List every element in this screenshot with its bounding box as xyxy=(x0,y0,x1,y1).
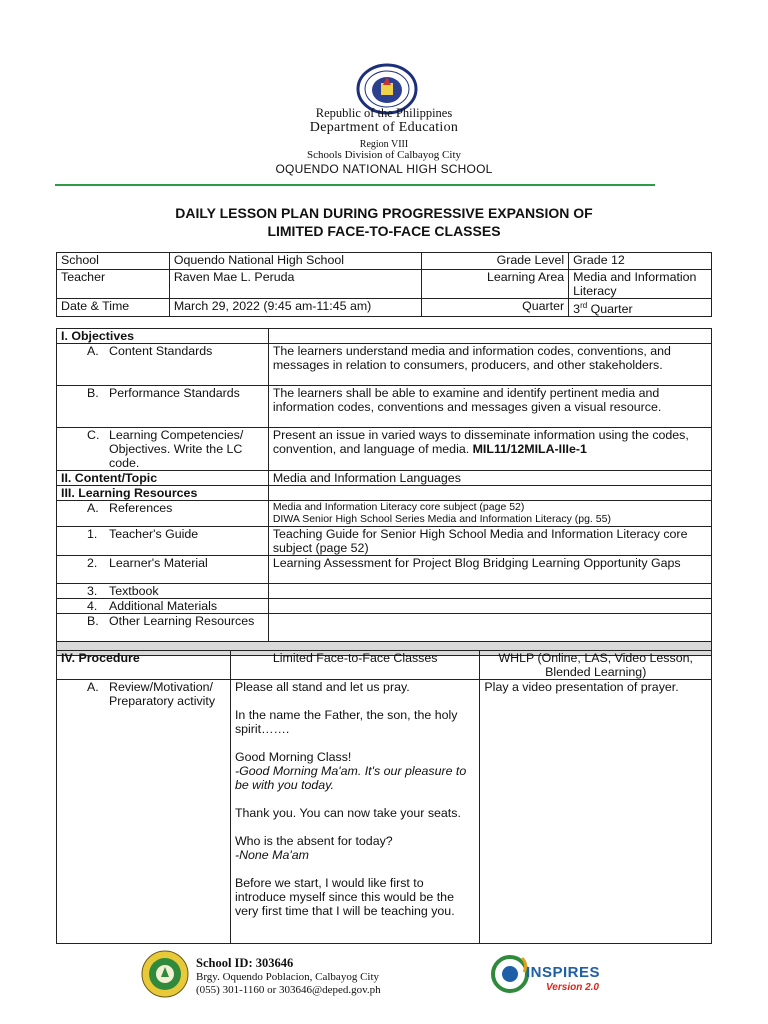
content-topic-heading: II. Content/Topic xyxy=(57,471,269,486)
textbook-label: 3. Textbook xyxy=(57,584,269,599)
school-seal-logo xyxy=(141,950,189,998)
learners-material-value: Learning Assessment for Project Blog Bridging Learning Opportunity Gaps xyxy=(268,556,711,584)
inspires-emblem-icon xyxy=(490,954,530,994)
school-value: Oquendo National High School xyxy=(169,253,422,270)
inspires-logo xyxy=(490,952,616,998)
teacher-label: Teacher xyxy=(57,270,170,299)
footer-address: Brgy. Oquendo Poblacion, Calbayog City xyxy=(196,971,380,983)
learning-area-label: Learning Area xyxy=(422,270,569,299)
republic-line: Republic of the Philippines xyxy=(315,106,453,120)
footer-contact: (055) 301-1160 or 303646@deped.gov.ph xyxy=(196,984,381,996)
whlp-activity: Play a video presentation of prayer. xyxy=(480,680,712,944)
additional-materials-label: 4. Additional Materials xyxy=(57,599,269,614)
grade-level-label: Grade Level xyxy=(422,253,569,270)
header-divider xyxy=(55,184,655,186)
learning-area-value: Media and Information Literacy xyxy=(569,270,712,299)
face-to-face-column-header: Limited Face-to-Face Classes xyxy=(230,651,479,680)
content-topic-value: Media and Information Languages xyxy=(268,471,711,486)
content-standards-value: The learners understand media and information codes, conventions, and messages in relation to consumers, producers, and other stakeholders. xyxy=(268,344,711,386)
learning-resources-heading: III. Learning Resources xyxy=(57,486,269,501)
department-line: Department of Education xyxy=(309,120,459,135)
performance-standards-value: The learners shall be able to examine and identify pertinent media and information codes, conventions and messages given a visual resource. xyxy=(268,386,711,428)
performance-standards-label: B. Performance Standards xyxy=(57,386,269,428)
learners-material-label: 2. Learner's Material xyxy=(57,556,269,584)
division-line: Schools Division of Calbayog City xyxy=(307,149,461,161)
region-line: Region VIII xyxy=(359,139,409,150)
date-time-value: March 29, 2022 (9:45 am-11:45 am) xyxy=(169,299,422,317)
teacher-value: Raven Mae L. Peruda xyxy=(169,270,422,299)
footer-school-id: School ID: 303646 xyxy=(196,956,294,970)
review-motivation-label: A. Review/Motivation/ Preparatory activity xyxy=(57,680,231,944)
grade-level-value: Grade 12 xyxy=(569,253,712,270)
learning-competencies-label: C. Learning Competencies/ Objectives. Write the LC code. xyxy=(57,428,269,471)
inspires-version: Version 2.0 xyxy=(546,982,599,993)
whlp-column-header: WHLP (Online, LAS, Video Lesson, Blended Learning) xyxy=(480,651,712,680)
references-label: A. References xyxy=(57,501,269,527)
inspires-wordmark: INSPIRES xyxy=(526,964,601,981)
learning-competencies-value: Present an issue in varied ways to disseminate information using the codes, convention, and language of media. MIL11/12MILA-IIIe-1 xyxy=(268,428,711,471)
school-label: School xyxy=(57,253,170,270)
school-name-line: OQUENDO NATIONAL HIGH SCHOOL xyxy=(275,162,493,176)
references-value: Media and Information Literacy core subject (page 52) DIWA Senior High School Series Media and Information Literacy (pg. 55) xyxy=(268,501,711,527)
other-resources-label: B. Other Learning Resources xyxy=(57,614,269,642)
quarter-value: 3rd Quarter xyxy=(569,299,712,317)
date-time-label: Date & Time xyxy=(57,299,170,317)
procedure-heading: IV. Procedure xyxy=(57,651,231,680)
quarter-label: Quarter xyxy=(422,299,569,317)
document-title: DAILY LESSON PLAN DURING PROGRESSIVE EXPANSION OF LIMITED FACE-TO-FACE CLASSES xyxy=(175,205,593,239)
face-to-face-activity: Please all stand and let us pray. In the name the Father, the son, the holy spirit……. Good Morning Class! -Good Morning Ma'am. It's our pleasure to be with you today. Thank you. You can now take your seats. Who is the absent for today? -None Ma'am Before we start, I would like first to introduce myself since this would be the very first time that I will be teaching you. xyxy=(230,680,479,944)
teachers-guide-label: 1. Teacher's Guide xyxy=(57,527,269,556)
objectives-heading: I. Objectives xyxy=(57,329,269,344)
procedure-table xyxy=(56,650,712,944)
info-table xyxy=(56,252,712,317)
teachers-guide-value: Teaching Guide for Senior High School Media and Information Literacy core subject (page 52) xyxy=(268,527,711,556)
content-standards-label: A. Content Standards xyxy=(57,344,269,386)
objectives-table xyxy=(56,328,712,656)
